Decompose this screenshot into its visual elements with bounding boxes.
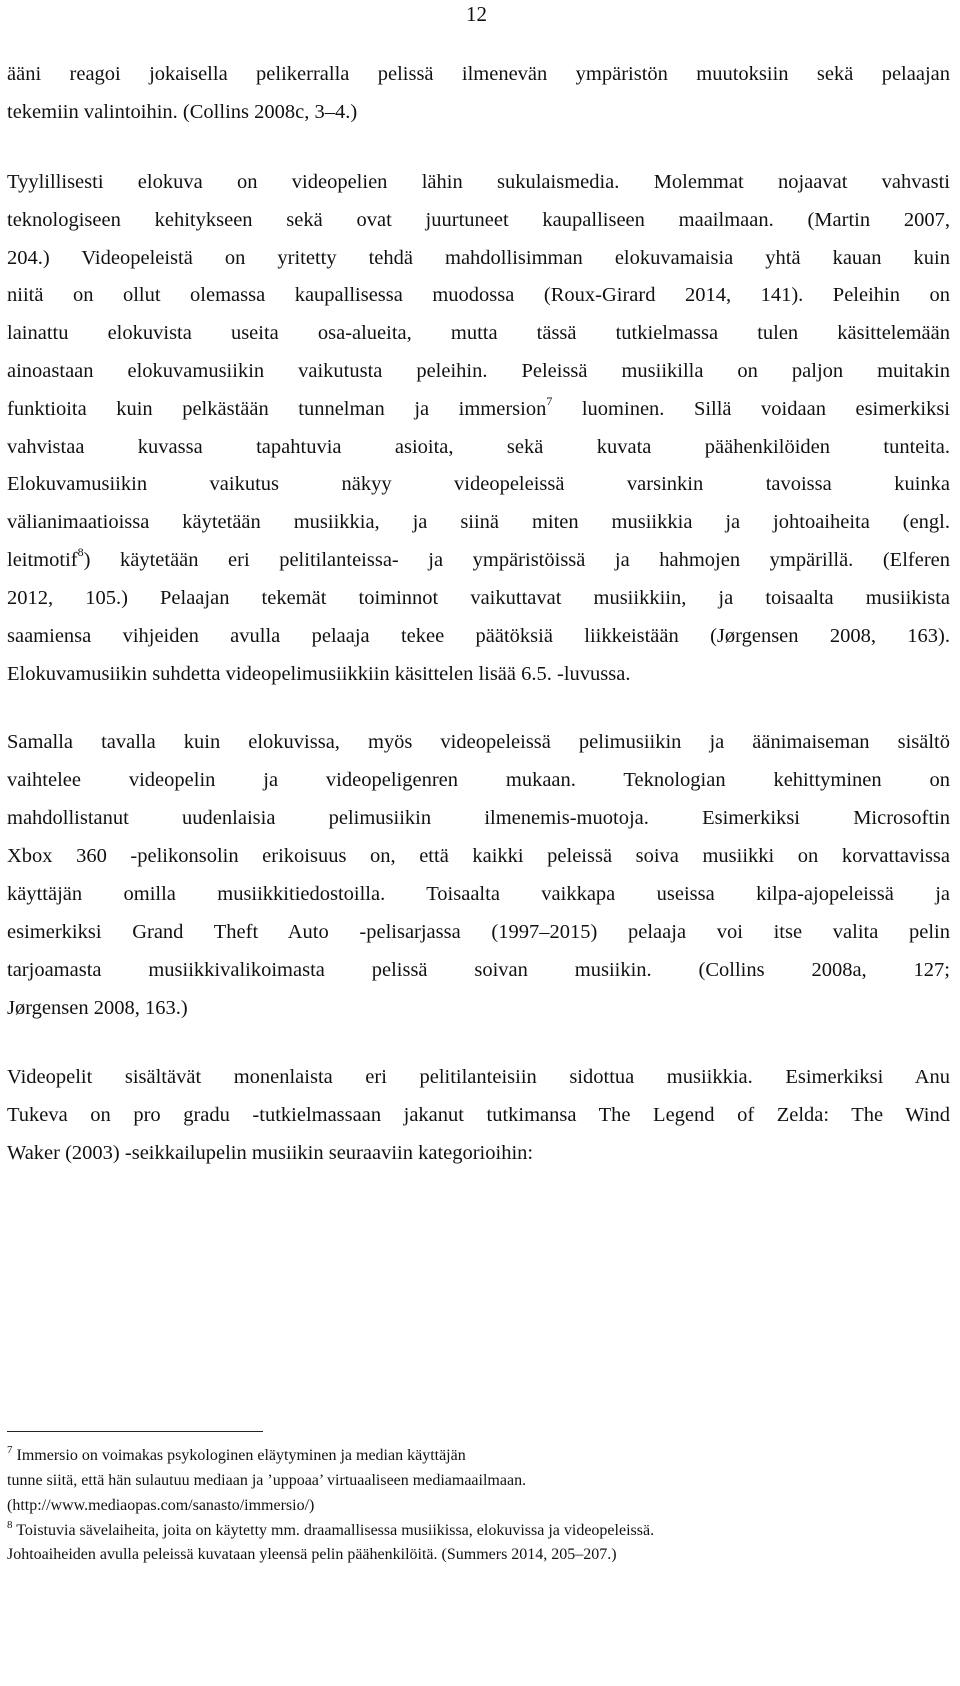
text-line-content: niitä on ollut olemassa kaupallisessa muodossa (Roux-Girard 2014, 141). Peleihin on	[7, 284, 950, 306]
text-line-content: Waker (2003) -seikkailupelin musiikin seuraaviin kategorioihin:	[7, 1142, 534, 1164]
text-line-content: Tyylillisesti elokuva on videopelien lähin sukulaismedia. Molemmat nojaavat vahvasti	[7, 171, 950, 193]
text-line-content: välianimaatioissa käytetään musiikkia, ja siinä miten musiikkia ja johtoaiheita (engl.	[7, 511, 950, 533]
footnote-reference: 7	[546, 394, 553, 408]
text-line-content: esimerkiksi Grand Theft Auto -pelisarjassa (1997–2015) pelaaja voi itse valita pelin	[7, 921, 950, 943]
text-line-content: Tukeva on pro gradu -tutkielmassaan jakanut tutkimansa The Legend of Zelda: The Wind	[7, 1104, 950, 1126]
footnote-line	[7, 1496, 314, 1516]
footnote-reference: 8	[77, 545, 84, 559]
page-number: 12	[466, 2, 487, 26]
text-line-content: Samalla tavalla kuin elokuvissa, myös videopeleissä pelimusiikin ja äänimaiseman sisältö	[7, 731, 950, 753]
footnote-separator	[7, 1431, 263, 1432]
text-line-content: Elokuvamusiikin suhdetta videopelimusiikkiin käsittelen lisää 6.5. -luvussa.	[7, 663, 631, 685]
text-segment: ) käytetään eri pelitilanteissa- ja ympäristöissä ja hahmojen ympärillä. (Elferen	[83, 549, 950, 571]
text-line-content: teknologiseen kehitykseen sekä ovat juurtuneet kaupalliseen maailmaan. (Martin 2007,	[7, 209, 950, 231]
text-line-content: 204.) Videopeleistä on yritetty tehdä mahdollisimman elokuvamaisia yhtä kauan kuin	[7, 247, 950, 269]
text-line-content: käyttäjän omilla musiikkitiedostoilla. Toisaalta vaikkapa useissa kilpa-ajopeleissä ja	[7, 883, 950, 905]
footnote-text: Toistuvia sävelaiheita, joita on käytetty mm. draamallisessa musiikissa, elokuvissa ja videopeleissä.	[16, 1522, 655, 1539]
text-line-content: saamiensa vihjeiden avulla pelaaja tekee päätöksiä liikkeistään (Jørgensen 2008, 163).	[7, 625, 950, 647]
text-line-content: ainoastaan elokuvamusiikin vaikutusta peleihin. Peleissä musiikilla on paljon muitakin	[7, 360, 950, 382]
text-segment: luominen. Sillä voidaan esimerkiksi	[552, 398, 950, 420]
text-line-content: ääni reagoi jokaisella pelikerralla pelissä ilmenevän ympäristön muutoksiin sekä pelaajan	[7, 63, 950, 85]
text-line-content: Xbox 360 -pelikonsolin erikoisuus on, että kaikki peleissä soiva musiikki on korvattavissa	[7, 845, 950, 867]
footnote-line	[7, 1521, 654, 1541]
footnote-line	[7, 1545, 617, 1565]
footnote-text: (http://www.mediaopas.com/sanasto/immersio/)	[7, 1497, 315, 1514]
text-line-content: Videopelit sisältävät monenlaista eri pelitilanteisiin sidottua musiikkia. Esimerkiksi Anu	[7, 1066, 950, 1088]
text-line-content	[7, 395, 950, 423]
text-line-content: lainattu elokuvista useita osa-alueita, mutta tässä tutkielmassa tulen käsittelemään	[7, 322, 950, 344]
footnote-line	[7, 1446, 466, 1466]
footnote-text: tunne siitä, että hän sulautuu mediaan ja ’uppoaa’ virtuaaliseen mediamaailmaan.	[7, 1472, 527, 1489]
footnote-text: Immersio on voimakas psykologinen eläytyminen ja median käyttäjän	[16, 1447, 466, 1464]
footnote-text: Johtoaiheiden avulla peleissä kuvataan yleensä pelin päähenkilöitä. (Summers 2014, 205–207.)	[7, 1546, 617, 1563]
text-line-content: 2012, 105.) Pelaajan tekemät toiminnot vaikuttavat musiikkiin, ja toisaalta musiikista	[7, 587, 950, 609]
text-segment: leitmotif	[7, 549, 78, 571]
text-line-content: vaihtelee videopelin ja videopeligenren mukaan. Teknologian kehittyminen on	[7, 769, 950, 791]
text-segment: funktioita kuin pelkästään tunnelman ja immersion	[7, 398, 547, 420]
text-line-content	[7, 546, 950, 574]
footnote-number: 7	[7, 1444, 13, 1456]
text-line-content: Jørgensen 2008, 163.)	[7, 997, 188, 1019]
footnote-line	[7, 1471, 526, 1491]
text-line-content: Elokuvamusiikin vaikutus näkyy videopeleissä varsinkin tavoissa kuinka	[7, 473, 950, 495]
text-line-content: tekemiin valintoihin. (Collins 2008c, 3–4.)	[7, 101, 358, 123]
text-line-content: mahdollistanut uudenlaisia pelimusiikin ilmenemis-muotoja. Esimerkiksi Microsoftin	[7, 807, 950, 829]
text-line-content: vahvistaa kuvassa tapahtuvia asioita, sekä kuvata päähenkilöiden tunteita.	[7, 436, 950, 458]
footnote-number: 8	[7, 1519, 13, 1531]
text-line-content: tarjoamasta musiikkivalikoimasta pelissä soivan musiikin. (Collins 2008a, 127;	[7, 959, 950, 981]
